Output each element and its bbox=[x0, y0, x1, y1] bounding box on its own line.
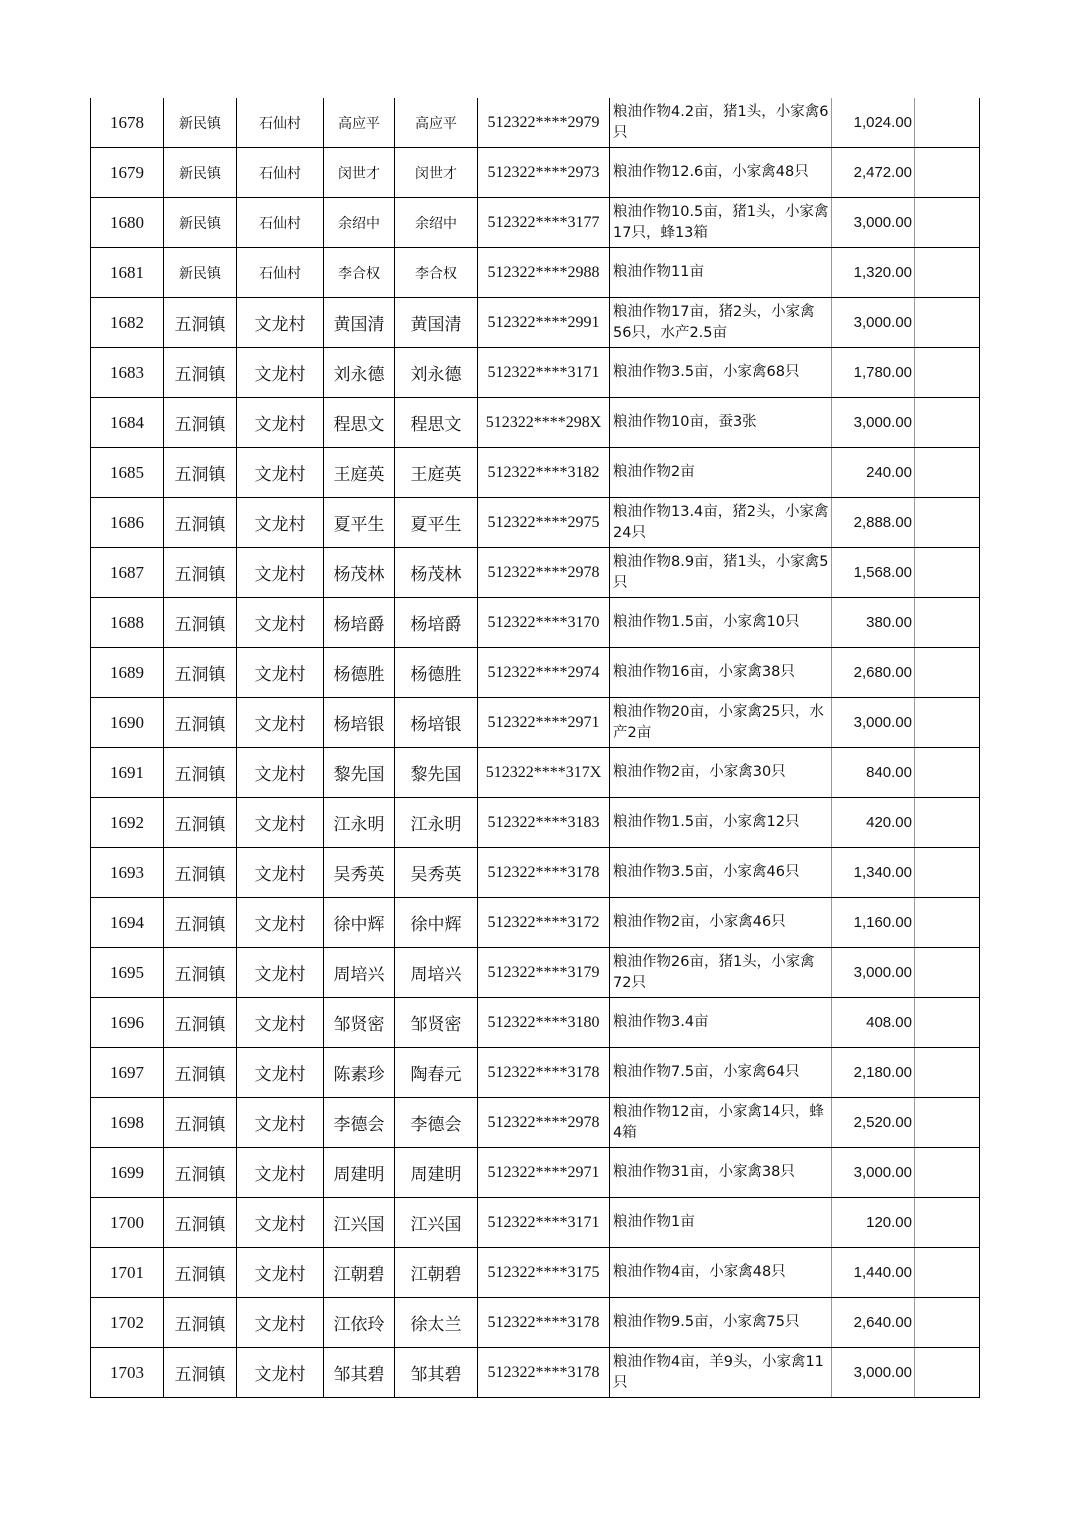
remark-cell bbox=[915, 548, 980, 598]
village-cell: 文龙村 bbox=[237, 348, 324, 398]
name-cell: 李德会 bbox=[324, 1098, 395, 1148]
table-row bbox=[91, 148, 980, 198]
payee-cell: 江朝碧 bbox=[395, 1248, 478, 1298]
village-cell: 石仙村 bbox=[237, 248, 324, 298]
village-cell: 石仙村 bbox=[237, 198, 324, 248]
remark-cell bbox=[915, 948, 980, 998]
row-number: 1694 bbox=[91, 898, 164, 948]
table-row bbox=[91, 498, 980, 548]
name-cell: 杨培银 bbox=[324, 698, 395, 748]
name-cell: 邹其碧 bbox=[324, 1348, 395, 1398]
payee-cell: 江兴国 bbox=[395, 1198, 478, 1248]
remark-cell bbox=[915, 598, 980, 648]
name-cell: 徐中辉 bbox=[324, 898, 395, 948]
town-cell: 五洞镇 bbox=[164, 898, 237, 948]
town-cell: 五洞镇 bbox=[164, 1048, 237, 1098]
village-cell: 文龙村 bbox=[237, 948, 324, 998]
description-cell: 粮油作物20亩，小家禽25只，水产2亩 bbox=[610, 698, 832, 748]
table-row bbox=[91, 348, 980, 398]
id-number-cell: 512322****2991 bbox=[478, 298, 610, 348]
row-number: 1696 bbox=[91, 998, 164, 1048]
row-number: 1684 bbox=[91, 398, 164, 448]
remark-cell bbox=[915, 698, 980, 748]
id-number-cell: 512322****3178 bbox=[478, 1048, 610, 1098]
remark-cell bbox=[915, 1348, 980, 1398]
village-cell: 文龙村 bbox=[237, 748, 324, 798]
name-cell: 江朝碧 bbox=[324, 1248, 395, 1298]
row-number: 1681 bbox=[91, 248, 164, 298]
name-cell: 吴秀英 bbox=[324, 848, 395, 898]
town-cell: 五洞镇 bbox=[164, 998, 237, 1048]
payee-cell: 杨培爵 bbox=[395, 598, 478, 648]
remark-cell bbox=[915, 198, 980, 248]
town-cell: 五洞镇 bbox=[164, 1248, 237, 1298]
amount-cell: 1,780.00 bbox=[832, 348, 915, 398]
payee-cell: 徐中辉 bbox=[395, 898, 478, 948]
id-number-cell: 512322****3171 bbox=[478, 348, 610, 398]
remark-cell bbox=[915, 348, 980, 398]
payee-cell: 吴秀英 bbox=[395, 848, 478, 898]
amount-cell: 3,000.00 bbox=[832, 698, 915, 748]
id-number-cell: 512322****3178 bbox=[478, 1348, 610, 1398]
town-cell: 五洞镇 bbox=[164, 1298, 237, 1348]
description-cell: 粮油作物17亩，猪2头，小家禽56只，水产2.5亩 bbox=[610, 298, 832, 348]
description-cell: 粮油作物12亩，小家禽14只，蜂4箱 bbox=[610, 1098, 832, 1148]
town-cell: 五洞镇 bbox=[164, 1348, 237, 1398]
town-cell: 五洞镇 bbox=[164, 398, 237, 448]
remark-cell bbox=[915, 498, 980, 548]
village-cell: 文龙村 bbox=[237, 648, 324, 698]
town-cell: 五洞镇 bbox=[164, 348, 237, 398]
remark-cell bbox=[915, 98, 980, 148]
name-cell: 余绍中 bbox=[324, 198, 395, 248]
row-number: 1690 bbox=[91, 698, 164, 748]
village-cell: 文龙村 bbox=[237, 548, 324, 598]
row-number: 1692 bbox=[91, 798, 164, 848]
name-cell: 高应平 bbox=[324, 98, 395, 148]
remark-cell bbox=[915, 298, 980, 348]
amount-cell: 1,160.00 bbox=[832, 898, 915, 948]
row-number: 1685 bbox=[91, 448, 164, 498]
name-cell: 江永明 bbox=[324, 798, 395, 848]
table-body bbox=[91, 98, 980, 1398]
town-cell: 五洞镇 bbox=[164, 1148, 237, 1198]
row-number: 1688 bbox=[91, 598, 164, 648]
description-cell: 粮油作物9.5亩，小家禽75只 bbox=[610, 1298, 832, 1348]
amount-cell: 2,680.00 bbox=[832, 648, 915, 698]
description-cell: 粮油作物4亩，小家禽48只 bbox=[610, 1248, 832, 1298]
town-cell: 新民镇 bbox=[164, 198, 237, 248]
table-row bbox=[91, 248, 980, 298]
amount-cell: 2,472.00 bbox=[832, 148, 915, 198]
remark-cell bbox=[915, 148, 980, 198]
table-row bbox=[91, 798, 980, 848]
village-cell: 文龙村 bbox=[237, 898, 324, 948]
village-cell: 文龙村 bbox=[237, 1098, 324, 1148]
payee-cell: 黎先国 bbox=[395, 748, 478, 798]
id-number-cell: 512322****3177 bbox=[478, 198, 610, 248]
table-row bbox=[91, 1298, 980, 1348]
amount-cell: 380.00 bbox=[832, 598, 915, 648]
amount-cell: 1,568.00 bbox=[832, 548, 915, 598]
row-number: 1702 bbox=[91, 1298, 164, 1348]
row-number: 1679 bbox=[91, 148, 164, 198]
payee-cell: 江永明 bbox=[395, 798, 478, 848]
town-cell: 五洞镇 bbox=[164, 298, 237, 348]
payee-cell: 周建明 bbox=[395, 1148, 478, 1198]
description-cell: 粮油作物11亩 bbox=[610, 248, 832, 298]
table-row bbox=[91, 1148, 980, 1198]
description-cell: 粮油作物3.5亩，小家禽46只 bbox=[610, 848, 832, 898]
village-cell: 石仙村 bbox=[237, 148, 324, 198]
row-number: 1686 bbox=[91, 498, 164, 548]
town-cell: 五洞镇 bbox=[164, 848, 237, 898]
remark-cell bbox=[915, 1248, 980, 1298]
row-number: 1691 bbox=[91, 748, 164, 798]
town-cell: 五洞镇 bbox=[164, 798, 237, 848]
village-cell: 文龙村 bbox=[237, 448, 324, 498]
village-cell: 文龙村 bbox=[237, 1248, 324, 1298]
row-number: 1703 bbox=[91, 1348, 164, 1398]
village-cell: 文龙村 bbox=[237, 1198, 324, 1248]
remark-cell bbox=[915, 1148, 980, 1198]
payee-cell: 陶春元 bbox=[395, 1048, 478, 1098]
town-cell: 五洞镇 bbox=[164, 1198, 237, 1248]
payee-cell: 夏平生 bbox=[395, 498, 478, 548]
table-row bbox=[91, 1048, 980, 1098]
remark-cell bbox=[915, 1098, 980, 1148]
description-cell: 粮油作物4.2亩，猪1头，小家禽6只 bbox=[610, 98, 832, 148]
village-cell: 文龙村 bbox=[237, 1348, 324, 1398]
village-cell: 文龙村 bbox=[237, 598, 324, 648]
table-row bbox=[91, 1248, 980, 1298]
payee-cell: 邹其碧 bbox=[395, 1348, 478, 1398]
table-row bbox=[91, 198, 980, 248]
table-row bbox=[91, 1348, 980, 1398]
village-cell: 文龙村 bbox=[237, 1148, 324, 1198]
id-number-cell: 512322****3182 bbox=[478, 448, 610, 498]
description-cell: 粮油作物26亩，猪1头，小家禽72只 bbox=[610, 948, 832, 998]
name-cell: 程思文 bbox=[324, 398, 395, 448]
id-number-cell: 512322****3175 bbox=[478, 1248, 610, 1298]
amount-cell: 1,024.00 bbox=[832, 98, 915, 148]
payee-cell: 王庭英 bbox=[395, 448, 478, 498]
payee-cell: 杨茂林 bbox=[395, 548, 478, 598]
amount-cell: 1,340.00 bbox=[832, 848, 915, 898]
row-number: 1698 bbox=[91, 1098, 164, 1148]
description-cell: 粮油作物3.5亩，小家禽68只 bbox=[610, 348, 832, 398]
row-number: 1700 bbox=[91, 1198, 164, 1248]
village-cell: 文龙村 bbox=[237, 848, 324, 898]
description-cell: 粮油作物2亩 bbox=[610, 448, 832, 498]
id-number-cell: 512322****3171 bbox=[478, 1198, 610, 1248]
amount-cell: 3,000.00 bbox=[832, 1348, 915, 1398]
payee-cell: 高应平 bbox=[395, 98, 478, 148]
id-number-cell: 512322****3172 bbox=[478, 898, 610, 948]
table-row bbox=[91, 1198, 980, 1248]
remark-cell bbox=[915, 448, 980, 498]
remark-cell bbox=[915, 748, 980, 798]
village-cell: 文龙村 bbox=[237, 398, 324, 448]
remark-cell bbox=[915, 848, 980, 898]
id-number-cell: 512322****3179 bbox=[478, 948, 610, 998]
name-cell: 黎先国 bbox=[324, 748, 395, 798]
town-cell: 五洞镇 bbox=[164, 548, 237, 598]
town-cell: 五洞镇 bbox=[164, 448, 237, 498]
row-number: 1693 bbox=[91, 848, 164, 898]
payee-cell: 徐太兰 bbox=[395, 1298, 478, 1348]
id-number-cell: 512322****298X bbox=[478, 398, 610, 448]
description-cell: 粮油作物13.4亩，猪2头，小家禽24只 bbox=[610, 498, 832, 548]
amount-cell: 3,000.00 bbox=[832, 298, 915, 348]
row-number: 1697 bbox=[91, 1048, 164, 1098]
payee-cell: 程思文 bbox=[395, 398, 478, 448]
description-cell: 粮油作物3.4亩 bbox=[610, 998, 832, 1048]
town-cell: 五洞镇 bbox=[164, 1098, 237, 1148]
subsidy-table-sheet bbox=[90, 98, 980, 1398]
table-row bbox=[91, 948, 980, 998]
id-number-cell: 512322****2971 bbox=[478, 698, 610, 748]
remark-cell bbox=[915, 398, 980, 448]
amount-cell: 3,000.00 bbox=[832, 398, 915, 448]
id-number-cell: 512322****3170 bbox=[478, 598, 610, 648]
table-row bbox=[91, 98, 980, 148]
amount-cell: 2,640.00 bbox=[832, 1298, 915, 1348]
row-number: 1689 bbox=[91, 648, 164, 698]
village-cell: 文龙村 bbox=[237, 498, 324, 548]
payee-cell: 杨德胜 bbox=[395, 648, 478, 698]
name-cell: 李合权 bbox=[324, 248, 395, 298]
row-number: 1687 bbox=[91, 548, 164, 598]
name-cell: 夏平生 bbox=[324, 498, 395, 548]
name-cell: 黄国清 bbox=[324, 298, 395, 348]
row-number: 1683 bbox=[91, 348, 164, 398]
description-cell: 粮油作物7.5亩，小家禽64只 bbox=[610, 1048, 832, 1098]
table-row bbox=[91, 1098, 980, 1148]
village-cell: 文龙村 bbox=[237, 1048, 324, 1098]
amount-cell: 408.00 bbox=[832, 998, 915, 1048]
payee-cell: 李德会 bbox=[395, 1098, 478, 1148]
name-cell: 王庭英 bbox=[324, 448, 395, 498]
id-number-cell: 512322****3178 bbox=[478, 848, 610, 898]
town-cell: 五洞镇 bbox=[164, 498, 237, 548]
description-cell: 粮油作物16亩，小家禽38只 bbox=[610, 648, 832, 698]
row-number: 1682 bbox=[91, 298, 164, 348]
row-number: 1699 bbox=[91, 1148, 164, 1198]
amount-cell: 1,320.00 bbox=[832, 248, 915, 298]
description-cell: 粮油作物2亩，小家禽30只 bbox=[610, 748, 832, 798]
payee-cell: 闵世才 bbox=[395, 148, 478, 198]
remark-cell bbox=[915, 1198, 980, 1248]
payee-cell: 李合权 bbox=[395, 248, 478, 298]
amount-cell: 240.00 bbox=[832, 448, 915, 498]
village-cell: 文龙村 bbox=[237, 1298, 324, 1348]
id-number-cell: 512322****3178 bbox=[478, 1298, 610, 1348]
town-cell: 新民镇 bbox=[164, 248, 237, 298]
description-cell: 粮油作物4亩，羊9头，小家禽11只 bbox=[610, 1348, 832, 1398]
remark-cell bbox=[915, 248, 980, 298]
id-number-cell: 512322****2971 bbox=[478, 1148, 610, 1198]
amount-cell: 2,888.00 bbox=[832, 498, 915, 548]
name-cell: 周培兴 bbox=[324, 948, 395, 998]
name-cell: 闵世才 bbox=[324, 148, 395, 198]
description-cell: 粮油作物12.6亩，小家禽48只 bbox=[610, 148, 832, 198]
name-cell: 杨德胜 bbox=[324, 648, 395, 698]
payee-cell: 杨培银 bbox=[395, 698, 478, 748]
id-number-cell: 512322****2973 bbox=[478, 148, 610, 198]
name-cell: 杨茂林 bbox=[324, 548, 395, 598]
remark-cell bbox=[915, 998, 980, 1048]
id-number-cell: 512322****2975 bbox=[478, 498, 610, 548]
row-number: 1678 bbox=[91, 98, 164, 148]
table-row bbox=[91, 848, 980, 898]
table-row bbox=[91, 898, 980, 948]
id-number-cell: 512322****3183 bbox=[478, 798, 610, 848]
remark-cell bbox=[915, 898, 980, 948]
table-row bbox=[91, 298, 980, 348]
amount-cell: 3,000.00 bbox=[832, 198, 915, 248]
amount-cell: 2,520.00 bbox=[832, 1098, 915, 1148]
remark-cell bbox=[915, 648, 980, 698]
id-number-cell: 512322****2978 bbox=[478, 548, 610, 598]
village-cell: 文龙村 bbox=[237, 798, 324, 848]
description-cell: 粮油作物31亩，小家禽38只 bbox=[610, 1148, 832, 1198]
table-row bbox=[91, 548, 980, 598]
remark-cell bbox=[915, 1298, 980, 1348]
payee-cell: 邹贤密 bbox=[395, 998, 478, 1048]
town-cell: 五洞镇 bbox=[164, 748, 237, 798]
name-cell: 邹贤密 bbox=[324, 998, 395, 1048]
name-cell: 江依玲 bbox=[324, 1298, 395, 1348]
amount-cell: 420.00 bbox=[832, 798, 915, 848]
description-cell: 粮油作物10亩，蚕3张 bbox=[610, 398, 832, 448]
amount-cell: 3,000.00 bbox=[832, 1148, 915, 1198]
id-number-cell: 512322****2978 bbox=[478, 1098, 610, 1148]
amount-cell: 840.00 bbox=[832, 748, 915, 798]
row-number: 1680 bbox=[91, 198, 164, 248]
payee-cell: 刘永德 bbox=[395, 348, 478, 398]
description-cell: 粮油作物2亩，小家禽46只 bbox=[610, 898, 832, 948]
amount-cell: 120.00 bbox=[832, 1198, 915, 1248]
amount-cell: 1,440.00 bbox=[832, 1248, 915, 1298]
town-cell: 五洞镇 bbox=[164, 598, 237, 648]
amount-cell: 2,180.00 bbox=[832, 1048, 915, 1098]
village-cell: 文龙村 bbox=[237, 298, 324, 348]
table-row bbox=[91, 398, 980, 448]
payee-cell: 余绍中 bbox=[395, 198, 478, 248]
payee-cell: 黄国清 bbox=[395, 298, 478, 348]
name-cell: 刘永德 bbox=[324, 348, 395, 398]
town-cell: 新民镇 bbox=[164, 148, 237, 198]
description-cell: 粮油作物1.5亩，小家禽12只 bbox=[610, 798, 832, 848]
name-cell: 杨培爵 bbox=[324, 598, 395, 648]
town-cell: 新民镇 bbox=[164, 98, 237, 148]
remark-cell bbox=[915, 1048, 980, 1098]
id-number-cell: 512322****3180 bbox=[478, 998, 610, 1048]
remark-cell bbox=[915, 798, 980, 848]
row-number: 1695 bbox=[91, 948, 164, 998]
town-cell: 五洞镇 bbox=[164, 648, 237, 698]
id-number-cell: 512322****317X bbox=[478, 748, 610, 798]
subsidy-table bbox=[90, 98, 980, 1398]
table-row bbox=[91, 448, 980, 498]
amount-cell: 3,000.00 bbox=[832, 948, 915, 998]
description-cell: 粮油作物10.5亩，猪1头，小家禽17只，蜂13箱 bbox=[610, 198, 832, 248]
id-number-cell: 512322****2988 bbox=[478, 248, 610, 298]
payee-cell: 周培兴 bbox=[395, 948, 478, 998]
description-cell: 粮油作物1.5亩，小家禽10只 bbox=[610, 598, 832, 648]
description-cell: 粮油作物1亩 bbox=[610, 1198, 832, 1248]
id-number-cell: 512322****2979 bbox=[478, 98, 610, 148]
town-cell: 五洞镇 bbox=[164, 948, 237, 998]
table-row bbox=[91, 698, 980, 748]
town-cell: 五洞镇 bbox=[164, 698, 237, 748]
id-number-cell: 512322****2974 bbox=[478, 648, 610, 698]
table-row bbox=[91, 998, 980, 1048]
description-cell: 粮油作物8.9亩，猪1头，小家禽5只 bbox=[610, 548, 832, 598]
village-cell: 文龙村 bbox=[237, 698, 324, 748]
name-cell: 陈素珍 bbox=[324, 1048, 395, 1098]
village-cell: 石仙村 bbox=[237, 98, 324, 148]
row-number: 1701 bbox=[91, 1248, 164, 1298]
table-row bbox=[91, 648, 980, 698]
table-row bbox=[91, 748, 980, 798]
village-cell: 文龙村 bbox=[237, 998, 324, 1048]
table-row bbox=[91, 598, 980, 648]
name-cell: 周建明 bbox=[324, 1148, 395, 1198]
name-cell: 江兴国 bbox=[324, 1198, 395, 1248]
